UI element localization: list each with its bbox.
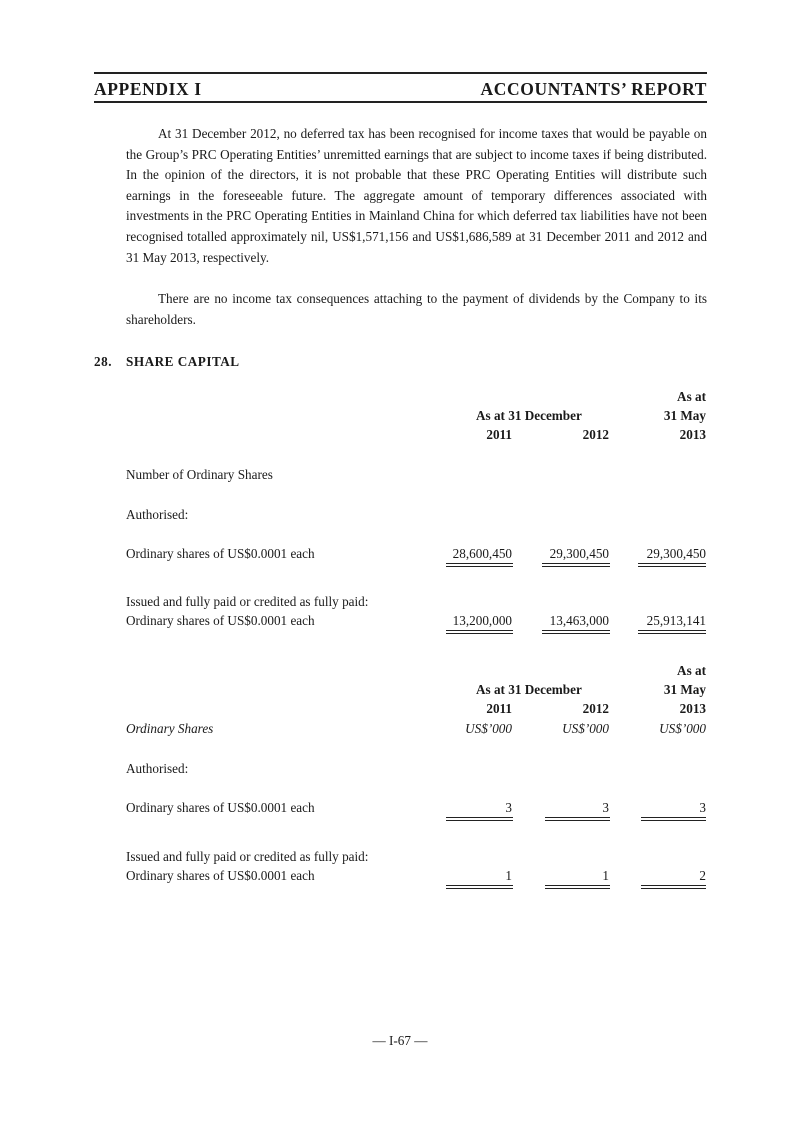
issued-amount-2013-double-underline-bottom xyxy=(641,888,706,889)
authorised-2011-double-underline-bottom xyxy=(446,566,513,567)
year-2012-header-2: 2012 xyxy=(582,701,609,716)
issued-2013-value: 25,913,141 xyxy=(646,613,706,628)
issued-2012-double-underline-bottom xyxy=(542,633,610,634)
authorised-amount-2013-double-underline-bottom xyxy=(641,820,706,821)
appendix-title: APPENDIX I xyxy=(94,79,202,99)
dividend-tax-paragraph: There are no income tax consequences attaching to the payment of dividends by the Company to its shareholders. xyxy=(126,291,707,327)
deferred-tax-paragraph: At 31 December 2012, no deferred tax has been recognised for income taxes that would be payable on the Group’s PRC Operating Entities’ unremitted earnings that are subject to income taxes if being distributed. In the opinion of the directors, it is not probable that these PRC Operating Entities will distribute such earnings in the foreseeable future. The aggregate amount of temporary differences associated with investments in the PRC Operating Entities in Mainland China for which deferred tax liabilities have not been recognised totalled approximately nil, US$1,571,156 and US$1,686,589 at 31 December 2011 and 2012 and 31 May 2013, respectively. xyxy=(126,126,707,265)
authorised-row-label: Ordinary shares of US$0.0001 each xyxy=(126,546,315,561)
issued-amount-2011-double-underline-top xyxy=(446,885,513,886)
authorised-2013-double-underline-bottom xyxy=(638,566,706,567)
authorised-2013-value: 29,300,450 xyxy=(646,546,706,561)
authorised-amount-2013-double-underline-top xyxy=(641,817,706,818)
issued-2012-value: 13,463,000 xyxy=(549,613,609,628)
section-number: 28. xyxy=(94,354,112,369)
issued-amount-2012-double-underline-bottom xyxy=(545,888,610,889)
year-2011-header: 2011 xyxy=(486,427,512,442)
authorised-2013-amount: 3 xyxy=(699,800,706,815)
authorised-2012-value: 29,300,450 xyxy=(549,546,609,561)
as-at-header: As at xyxy=(677,389,706,404)
authorised-2012-double-underline-bottom xyxy=(542,566,610,567)
as-at-header-2: As at xyxy=(677,663,706,678)
year-2012-header: 2012 xyxy=(582,427,609,442)
may-header-2: 31 May xyxy=(663,682,706,697)
authorised-label: Authorised: xyxy=(126,507,189,522)
may-header: 31 May xyxy=(663,408,706,423)
authorised-amount-2012-double-underline-bottom xyxy=(545,820,610,821)
december-header: As at 31 December xyxy=(476,408,582,423)
issued-label-2: Issued and fully paid or credited as fully paid: xyxy=(126,849,369,864)
year-2011-header-2: 2011 xyxy=(486,701,512,716)
authorised-amount-2011-double-underline-top xyxy=(446,817,513,818)
issued-2011-amount: 1 xyxy=(505,868,512,883)
issued-2013-double-underline-bottom xyxy=(638,633,706,634)
year-2013-header-2: 2013 xyxy=(679,701,706,716)
issued-2013-double-underline-top xyxy=(638,630,706,631)
report-title: ACCOUNTANTS’ REPORT xyxy=(480,79,707,99)
authorised-row-label-2: Ordinary shares of US$0.0001 each xyxy=(126,800,315,815)
section-title: SHARE CAPITAL xyxy=(126,354,240,369)
issued-2011-double-underline-bottom xyxy=(446,633,513,634)
issued-amount-2011-double-underline-bottom xyxy=(446,888,513,889)
year-2013-header: 2013 xyxy=(679,427,706,442)
december-header-2: As at 31 December xyxy=(476,682,582,697)
issued-row-label: Ordinary shares of US$0.0001 each xyxy=(126,613,315,628)
authorised-2011-double-underline-top xyxy=(446,563,513,564)
issued-2013-amount: 2 xyxy=(699,868,706,883)
issued-row-label-2: Ordinary shares of US$0.0001 each xyxy=(126,868,315,883)
authorised-2012-amount: 3 xyxy=(602,800,609,815)
authorised-2011-value: 28,600,450 xyxy=(452,546,512,561)
page-number: — I-67 — xyxy=(372,1033,428,1048)
number-of-shares-label: Number of Ordinary Shares xyxy=(126,467,273,482)
issued-2012-double-underline-top xyxy=(542,630,610,631)
authorised-label-2: Authorised: xyxy=(126,761,189,776)
authorised-amount-2011-double-underline-bottom xyxy=(446,820,513,821)
issued-amount-2012-double-underline-top xyxy=(545,885,610,886)
unit-2012: US$’000 xyxy=(562,721,609,736)
authorised-2013-double-underline-top xyxy=(638,563,706,564)
unit-2013: US$’000 xyxy=(659,721,706,736)
authorised-2012-double-underline-top xyxy=(542,563,610,564)
ordinary-shares-title: Ordinary Shares xyxy=(126,721,214,736)
authorised-2011-amount: 3 xyxy=(505,800,512,815)
authorised-amount-2012-double-underline-top xyxy=(545,817,610,818)
issued-amount-2013-double-underline-top xyxy=(641,885,706,886)
header-top-rule xyxy=(94,72,707,74)
issued-label: Issued and fully paid or credited as fully paid: xyxy=(126,594,369,609)
unit-2011: US$’000 xyxy=(465,721,512,736)
issued-2011-double-underline-top xyxy=(446,630,513,631)
header-bottom-rule xyxy=(94,101,707,103)
issued-2011-value: 13,200,000 xyxy=(452,613,512,628)
issued-2012-amount: 1 xyxy=(602,868,609,883)
